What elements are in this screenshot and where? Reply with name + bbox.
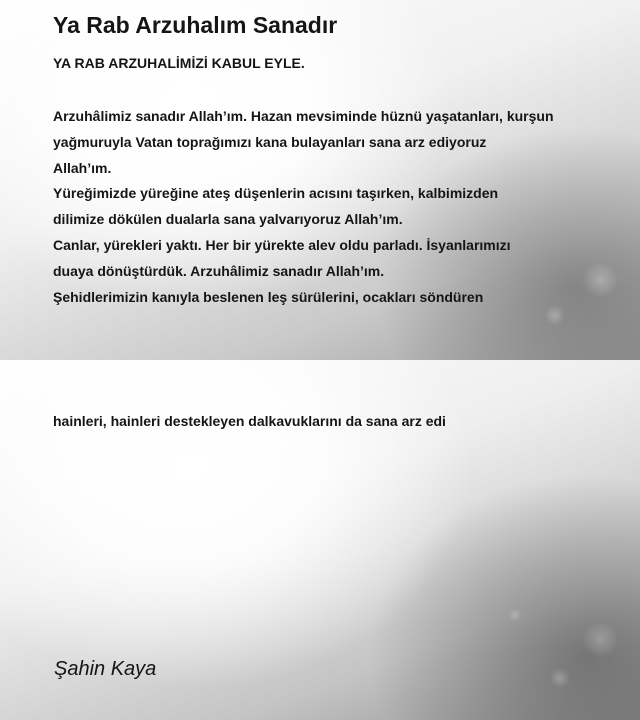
author-signature: Şahin Kaya: [54, 658, 157, 680]
poem-line: duaya dönüştürdük. Arzuhâlimiz sanadır Allah’ım.: [53, 262, 385, 279]
poem-line: Canlar, yürekleri yaktı. Her bir yürekte alev oldu parladı. İsyanlarımızı: [53, 236, 511, 253]
poem-line: yağmuruyla Vatan toprağımızı kana bulayanları sana arz ediyoruz: [53, 133, 487, 150]
poem-continued-line: hainleri, hainleri destekleyen dalkavuklarını da sana arz edi: [53, 413, 446, 429]
poem-line: dilimize dökülen dualarla sana yalvarıyoruz Allah’ım.: [53, 211, 403, 228]
poem-line: Allah’ım.: [53, 159, 112, 176]
poem-subtitle: YA RAB ARZUHALİMİZİ KABUL EYLE.: [53, 55, 305, 71]
poem-line: Arzuhâlimiz sanadır Allah’ım. Hazan mevsiminde hüznü yaşatanları, kurşun: [53, 108, 554, 124]
poem-title: Ya Rab Arzuhalım Sanadır: [53, 12, 338, 38]
poem-card-bottom: [0, 360, 640, 720]
poem-body: [53, 104, 593, 310]
poem-line: Yüreğimizde yüreğine ateş düşenlerin acısını taşırken, kalbimizden: [53, 185, 499, 202]
poem-line: Şehidlerimizin kanıyla beslenen leş sürülerini, ocakları söndüren: [53, 288, 484, 305]
